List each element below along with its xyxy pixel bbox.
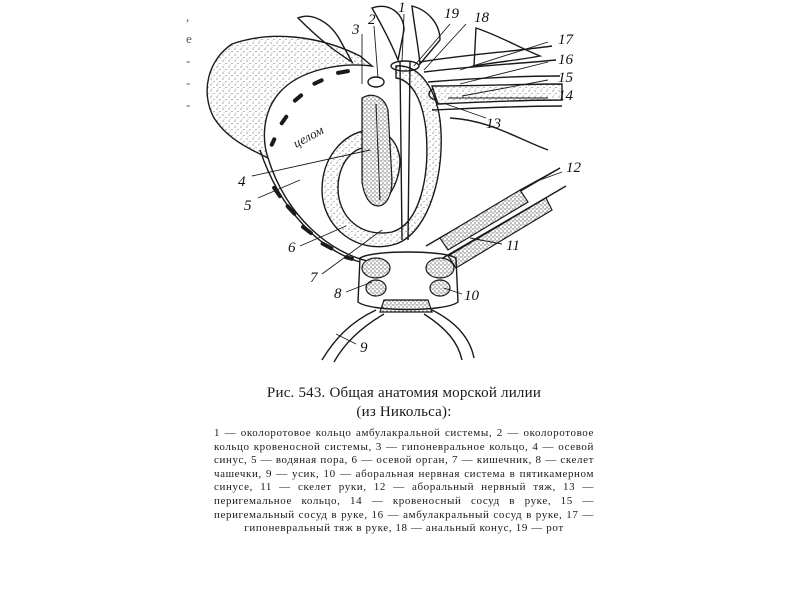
label-11: 11 [506, 238, 520, 254]
label-2: 2 [368, 12, 376, 28]
caption-title [214, 384, 594, 422]
label-coelom: целом [290, 122, 327, 151]
label-13: 13 [486, 116, 501, 132]
label-8: 8 [334, 286, 342, 302]
edge-mark: - [186, 75, 191, 90]
label-12: 12 [566, 160, 581, 176]
label-18: 18 [474, 10, 489, 26]
edge-mark: - [186, 53, 191, 68]
label-6: 6 [288, 240, 296, 256]
edge-mark: , [186, 9, 190, 24]
label-17: 17 [558, 32, 573, 48]
label-19: 19 [444, 6, 459, 22]
edge-mark: - [186, 97, 191, 112]
label-1: 1 [398, 0, 406, 16]
label-16: 16 [558, 52, 573, 68]
arm-skeleton-lower [426, 168, 566, 268]
label-3: 3 [352, 22, 360, 38]
label-9: 9 [360, 340, 368, 356]
edge-mark: е [186, 31, 192, 46]
label-4: 4 [238, 174, 246, 190]
label-5: 5 [244, 198, 252, 214]
caption-title-line-2: (из Никольса): [356, 404, 452, 420]
figure-caption [214, 384, 594, 536]
calyx-skeleton [358, 252, 458, 312]
caption-legend: 1 — околоротовое кольцо амбулакральной системы, 2 — околоротовое кольцо кровеносной системы, 3 — гипоневральное кольцо, 4 — осевой синус, 5 — водяная пора, 6 — осевой орган, 7 — кишечник, 8 — скелет чашечки, 9 — усик, 10 — аборальная нервная система в пятикамерном синусе, 11 — скелет руки, 12 — аборальный нервный тяж, 13 — перигемальное кольцо, 14 — кровеносный сосуд в руке, 15 — перигемальный сосуд в руке, 16 — амбулакральный сосуд в руке, 17 — гипоневральный тяж в руке, 18 — анальный конус, 19 — рот [214, 427, 594, 535]
cirrus [322, 310, 474, 362]
label-10: 10 [464, 288, 479, 304]
label-14: 14 [558, 88, 573, 104]
label-7: 7 [310, 270, 318, 286]
label-15: 15 [558, 70, 573, 86]
caption-title-line-1: Рис. 543. Общая анатомия морской лилии [266, 385, 542, 401]
